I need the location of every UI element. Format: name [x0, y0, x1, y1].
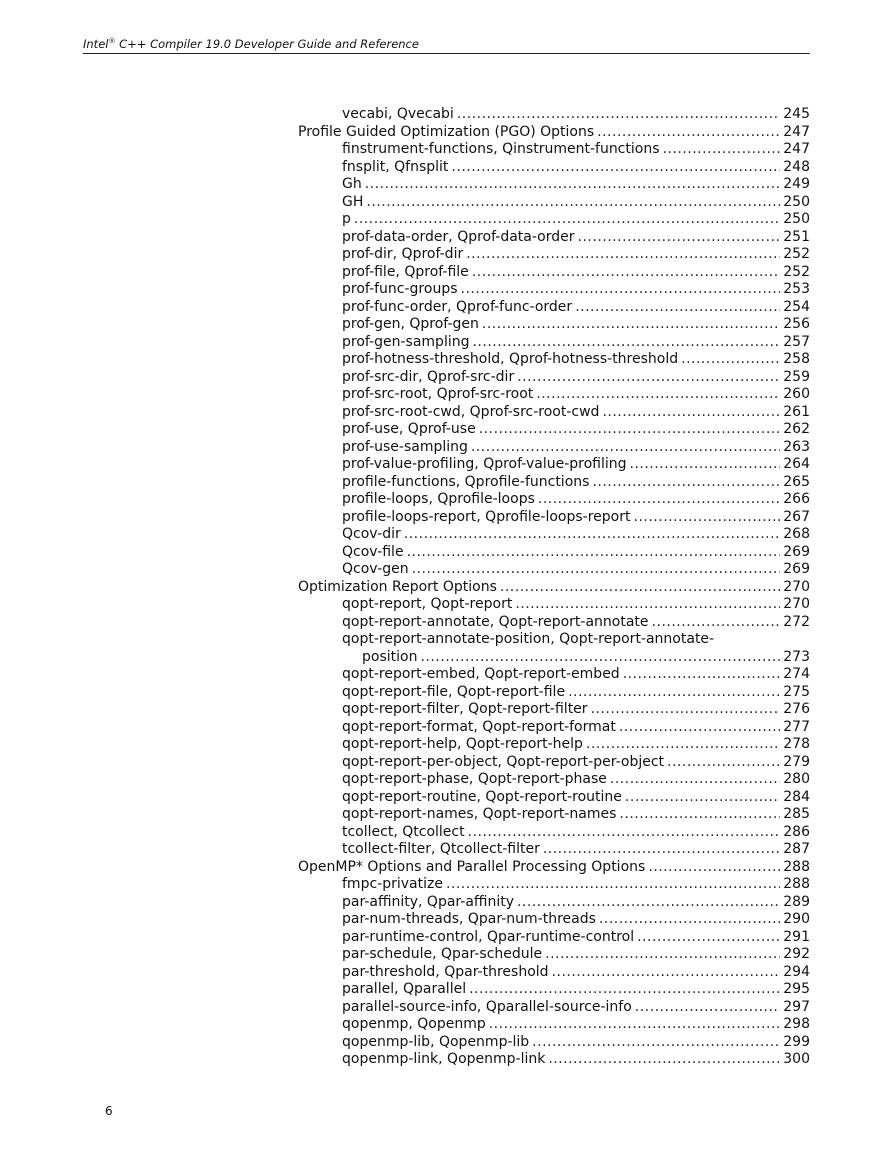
- dot-leader: [536, 386, 780, 404]
- toc-entry-title: qopt-report-file, Qopt-report-file: [342, 683, 566, 700]
- toc-entry-title: prof-src-root, Qprof-src-root: [342, 386, 534, 402]
- toc-entry[interactable]: [298, 456, 810, 474]
- toc-entry[interactable]: [298, 509, 810, 527]
- toc-entry-title: prof-dir, Qprof-dir: [342, 246, 464, 262]
- toc-entry-page: 254: [783, 298, 810, 315]
- dot-leader: [461, 281, 781, 299]
- toc-entry[interactable]: [298, 474, 810, 492]
- toc-entry-title: OpenMP* Options and Parallel Processing Options: [298, 858, 646, 875]
- toc-entry-title: qopt-report-annotate, Qopt-report-annotate: [342, 613, 649, 630]
- toc-entry-page: 258: [783, 351, 810, 367]
- dot-leader: [515, 596, 780, 614]
- toc-entry[interactable]: [298, 1051, 810, 1069]
- toc-entry-page: 288: [783, 876, 810, 892]
- toc-entry-page: 280: [783, 771, 810, 787]
- dot-leader: [575, 299, 780, 317]
- toc-entry-page: 279: [783, 753, 810, 770]
- toc-entry-page: 298: [783, 1016, 810, 1032]
- toc-entry-page: 285: [783, 806, 810, 822]
- toc-entry-page: 249: [783, 176, 810, 192]
- toc-entry-title: qopt-report-phase, Qopt-report-phase: [342, 771, 607, 787]
- toc-entry-page: 291: [783, 928, 810, 945]
- toc-entry-title: GH: [342, 193, 364, 210]
- toc-entry[interactable]: [298, 964, 810, 982]
- toc-entry-title: qopt-report-routine, Qopt-report-routine: [342, 788, 622, 805]
- toc-entry[interactable]: [298, 404, 810, 422]
- toc-entry-page: 260: [783, 386, 810, 402]
- toc-entry[interactable]: [298, 719, 810, 737]
- toc-entry-page: 294: [783, 963, 810, 980]
- toc-entry-title: qopt-report, Qopt-report: [342, 596, 513, 612]
- toc-entry[interactable]: [298, 771, 810, 789]
- toc-entry-page: 263: [783, 438, 810, 455]
- toc-entry-page: 269: [783, 543, 810, 560]
- toc-entry-title: qopenmp-link, Qopenmp-link: [342, 1051, 546, 1067]
- running-header: [83, 34, 810, 54]
- dot-leader: [602, 404, 780, 422]
- toc-section-entry[interactable]: [298, 859, 810, 877]
- dot-leader: [625, 789, 780, 807]
- toc-entry-page: 253: [783, 281, 810, 297]
- toc-entry[interactable]: [298, 526, 810, 544]
- dot-leader: [457, 106, 780, 124]
- toc-entry-page: 252: [783, 263, 810, 280]
- dot-leader: [635, 999, 780, 1017]
- toc-entry[interactable]: [298, 176, 810, 194]
- dot-leader: [365, 176, 781, 194]
- toc-entry[interactable]: [298, 684, 810, 702]
- dot-leader: [663, 141, 781, 159]
- dot-leader: [517, 369, 780, 387]
- toc-entry[interactable]: [298, 631, 810, 649]
- dot-leader: [652, 614, 781, 632]
- toc-entry[interactable]: [298, 1016, 810, 1034]
- toc-entry[interactable]: [298, 999, 810, 1017]
- toc-entry[interactable]: [298, 789, 810, 807]
- toc-entry-page: 286: [783, 823, 810, 840]
- dot-leader: [532, 1034, 780, 1052]
- toc-entry-title: qopt-report-embed, Qopt-report-embed: [342, 666, 620, 682]
- toc-entry-title: parallel, Qparallel: [342, 981, 467, 997]
- toc-entry-page: 295: [783, 981, 810, 997]
- toc-entry-page: 248: [783, 158, 810, 175]
- toc-entry[interactable]: [298, 351, 810, 369]
- toc-entry[interactable]: [298, 649, 810, 667]
- toc-entry-page: 259: [783, 368, 810, 385]
- dot-leader: [648, 859, 780, 877]
- toc-entry-page: 250: [783, 193, 810, 210]
- table-of-contents: [298, 106, 810, 1069]
- toc-entry-title: prof-src-dir, Qprof-src-dir: [342, 368, 515, 385]
- dot-leader: [548, 1051, 780, 1069]
- dot-leader: [517, 894, 780, 912]
- toc-entry-title: Qcov-dir: [342, 526, 401, 542]
- toc-entry-title: qopt-report-names, Qopt-report-names: [342, 806, 617, 822]
- toc-entry-page: 275: [783, 683, 810, 700]
- toc-entry[interactable]: [298, 369, 810, 387]
- toc-entry[interactable]: [298, 159, 810, 177]
- toc-entry[interactable]: [298, 701, 810, 719]
- toc-entry[interactable]: [298, 211, 810, 229]
- dot-leader: [591, 701, 781, 719]
- toc-entry-title: qopt-report-annotate-position, Qopt-report-annotate-: [342, 631, 715, 647]
- toc-entry[interactable]: [298, 229, 810, 247]
- toc-entry-title: prof-gen-sampling: [342, 333, 470, 350]
- dot-leader: [446, 876, 780, 894]
- toc-entry-title: par-threshold, Qpar-threshold: [342, 963, 549, 980]
- toc-entry-page: 274: [783, 666, 810, 682]
- dot-leader: [545, 946, 780, 964]
- dot-leader: [578, 229, 781, 247]
- toc-entry-title: prof-func-order, Qprof-func-order: [342, 298, 573, 315]
- toc-entry-title: finstrument-functions, Qinstrument-functions: [342, 141, 660, 157]
- toc-entry-title: parallel-source-info, Qparallel-source-info: [342, 998, 632, 1015]
- toc-entry-title: fnsplit, Qfnsplit: [342, 158, 449, 175]
- toc-entry-page: 267: [783, 508, 810, 525]
- toc-entry-title: par-num-threads, Qpar-num-threads: [342, 911, 596, 927]
- toc-entry-page: 251: [783, 228, 810, 245]
- toc-entry[interactable]: [298, 824, 810, 842]
- dot-leader: [420, 649, 780, 667]
- dot-leader: [469, 981, 780, 999]
- toc-entry[interactable]: [298, 561, 810, 579]
- toc-entry-page: 284: [783, 788, 810, 805]
- toc-entry-page: 290: [783, 911, 810, 927]
- dot-leader: [543, 841, 780, 859]
- dot-leader: [597, 124, 780, 142]
- toc-entry[interactable]: [298, 736, 810, 754]
- toc-entry-page: 277: [783, 718, 810, 735]
- dot-leader: [630, 456, 781, 474]
- dot-leader: [500, 579, 780, 597]
- toc-entry[interactable]: [298, 246, 810, 264]
- toc-entry-page: 292: [783, 946, 810, 962]
- toc-entry[interactable]: [298, 421, 810, 439]
- toc-entry-title: qopenmp-lib, Qopenmp-lib: [342, 1033, 530, 1050]
- toc-entry[interactable]: [298, 876, 810, 894]
- toc-entry-page: 269: [783, 561, 810, 577]
- toc-entry-page: 262: [783, 421, 810, 437]
- page-number: 6: [105, 1104, 113, 1118]
- toc-entry-title: tcollect, Qtcollect: [342, 823, 465, 840]
- dot-leader: [552, 964, 781, 982]
- toc-entry-title: prof-value-profiling, Qprof-value-profiling: [342, 456, 627, 472]
- toc-entry[interactable]: [298, 596, 810, 614]
- dot-leader: [412, 561, 781, 579]
- toc-entry-page: 288: [783, 858, 810, 875]
- toc-entry[interactable]: [298, 841, 810, 859]
- dot-leader: [667, 754, 780, 772]
- toc-entry[interactable]: [298, 981, 810, 999]
- toc-entry-page: 300: [783, 1051, 810, 1067]
- toc-entry[interactable]: [298, 894, 810, 912]
- toc-entry-title: profile-loops-report, Qprofile-loops-report: [342, 508, 631, 525]
- toc-entry-page: 257: [783, 333, 810, 350]
- toc-entry[interactable]: [298, 281, 810, 299]
- toc-entry-title: qopenmp, Qopenmp: [342, 1016, 486, 1032]
- toc-entry-title: Optimization Report Options: [298, 578, 497, 595]
- dot-leader: [681, 351, 780, 369]
- toc-entry-title: Gh: [342, 176, 362, 192]
- dot-leader: [472, 334, 780, 352]
- toc-entry-title: prof-hotness-threshold, Qprof-hotness-threshold: [342, 351, 679, 367]
- dot-leader: [366, 194, 780, 212]
- toc-entry[interactable]: [298, 316, 810, 334]
- toc-entry-page: 278: [783, 736, 810, 752]
- dot-leader: [479, 421, 781, 439]
- toc-entry[interactable]: [298, 754, 810, 772]
- dot-leader: [619, 806, 780, 824]
- toc-entry-title: position: [362, 648, 418, 665]
- toc-entry-title: Qcov-gen: [342, 561, 409, 577]
- toc-entry-page: 299: [783, 1033, 810, 1050]
- dot-leader: [599, 911, 780, 929]
- dot-leader: [610, 771, 780, 789]
- dot-leader: [568, 684, 780, 702]
- toc-entry-title: qopt-report-format, Qopt-report-format: [342, 718, 616, 735]
- dot-leader: [586, 736, 780, 754]
- dot-leader: [538, 491, 780, 509]
- toc-entry-title: prof-src-root-cwd, Qprof-src-root-cwd: [342, 403, 600, 420]
- toc-entry-title: fmpc-privatize: [342, 876, 443, 892]
- toc-entry-title: vecabi, Qvecabi: [342, 106, 454, 122]
- toc-entry-title: par-schedule, Qpar-schedule: [342, 946, 543, 962]
- toc-entry[interactable]: [298, 386, 810, 404]
- dot-leader: [468, 824, 781, 842]
- dot-leader: [637, 929, 780, 947]
- toc-entry[interactable]: [298, 946, 810, 964]
- dot-leader: [634, 509, 781, 527]
- toc-entry-title: prof-func-groups: [342, 281, 458, 297]
- dot-leader: [466, 246, 780, 264]
- dot-leader: [482, 316, 780, 334]
- dot-leader: [404, 526, 780, 544]
- toc-entry-title: Qcov-file: [342, 543, 404, 560]
- header-brand: Intel: [83, 36, 109, 51]
- dot-leader: [489, 1016, 781, 1034]
- toc-entry-page: 287: [783, 841, 810, 857]
- toc-section-entry[interactable]: [298, 124, 810, 142]
- toc-entry[interactable]: [298, 106, 810, 124]
- registered-mark: ®: [108, 37, 116, 45]
- toc-entry[interactable]: [298, 614, 810, 632]
- toc-entry-page: 273: [783, 648, 810, 665]
- toc-entry[interactable]: [298, 544, 810, 562]
- toc-entry-title: prof-data-order, Qprof-data-order: [342, 228, 575, 245]
- dot-leader: [592, 474, 780, 492]
- toc-entry-title: Profile Guided Optimization (PGO) Options: [298, 123, 595, 140]
- toc-entry[interactable]: [298, 194, 810, 212]
- toc-entry-page: 272: [783, 613, 810, 630]
- toc-entry-title: p: [342, 211, 351, 227]
- toc-entry[interactable]: [298, 1034, 810, 1052]
- toc-entry-page: 252: [783, 246, 810, 262]
- toc-entry-title: par-runtime-control, Qpar-runtime-control: [342, 928, 635, 945]
- toc-entry-page: 268: [783, 526, 810, 542]
- toc-entry-title: prof-use, Qprof-use: [342, 421, 476, 437]
- toc-entry-title: qopt-report-per-object, Qopt-report-per-object: [342, 753, 665, 770]
- toc-entry-page: 256: [783, 316, 810, 332]
- dot-leader: [451, 159, 780, 177]
- toc-entry[interactable]: [298, 491, 810, 509]
- toc-entry-page: 297: [783, 998, 810, 1015]
- toc-entry-title: par-affinity, Qpar-affinity: [342, 893, 514, 910]
- toc-entry-page: 245: [783, 106, 810, 122]
- toc-entry[interactable]: [298, 929, 810, 947]
- toc-entry[interactable]: [298, 439, 810, 457]
- toc-entry[interactable]: [298, 666, 810, 684]
- toc-entry-page: 266: [783, 491, 810, 507]
- toc-entry-page: 265: [783, 473, 810, 490]
- toc-entry[interactable]: [298, 141, 810, 159]
- toc-entry[interactable]: [298, 334, 810, 352]
- toc-entry-page: 247: [783, 123, 810, 140]
- dot-leader: [472, 264, 780, 282]
- dot-leader: [407, 544, 781, 562]
- dot-leader: [471, 439, 780, 457]
- toc-entry[interactable]: [298, 299, 810, 317]
- dot-leader: [354, 211, 780, 229]
- toc-entry-page: 270: [783, 578, 810, 595]
- header-title: C++ Compiler 19.0 Developer Guide and Reference: [115, 36, 419, 51]
- toc-entry-title: profile-loops, Qprofile-loops: [342, 491, 535, 507]
- toc-section-entry[interactable]: [298, 579, 810, 597]
- toc-entry-title: qopt-report-filter, Qopt-report-filter: [342, 701, 588, 717]
- toc-entry-title: qopt-report-help, Qopt-report-help: [342, 736, 583, 752]
- toc-entry[interactable]: [298, 806, 810, 824]
- toc-entry-page: 261: [783, 403, 810, 420]
- toc-entry[interactable]: [298, 911, 810, 929]
- toc-entry-title: prof-file, Qprof-file: [342, 263, 469, 280]
- toc-entry-title: profile-functions, Qprofile-functions: [342, 473, 590, 490]
- toc-entry-title: prof-gen, Qprof-gen: [342, 316, 479, 332]
- toc-entry-page: 264: [783, 456, 810, 472]
- toc-entry-page: 289: [783, 893, 810, 910]
- toc-entry-page: 270: [783, 596, 810, 612]
- dot-leader: [623, 666, 781, 684]
- toc-entry-title: prof-use-sampling: [342, 438, 468, 455]
- toc-entry-title: tcollect-filter, Qtcollect-filter: [342, 841, 540, 857]
- toc-entry-page: 247: [783, 141, 810, 157]
- toc-entry-page: 250: [783, 211, 810, 227]
- toc-entry[interactable]: [298, 264, 810, 282]
- dot-leader: [619, 719, 780, 737]
- toc-entry-page: 276: [783, 701, 810, 717]
